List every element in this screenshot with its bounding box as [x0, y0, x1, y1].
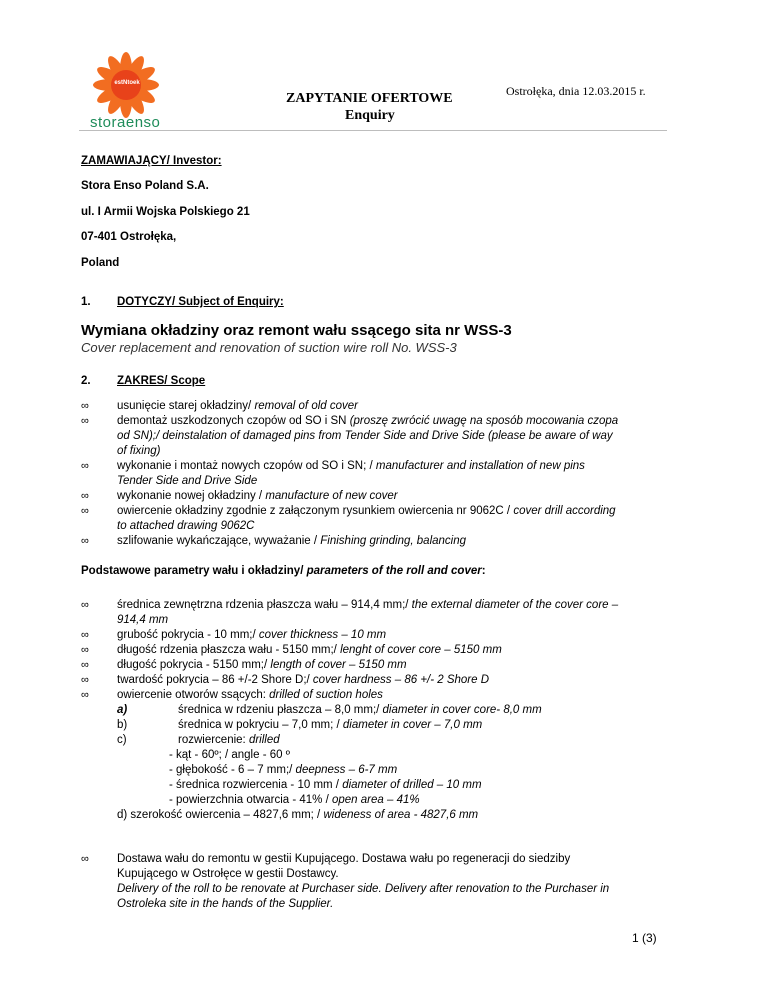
text-segment: wykonanie i montaż nowych czopów od SO i SN; /	[117, 460, 376, 472]
text-segment: - kąt - 60º; / angle - 60 º	[169, 749, 290, 761]
sub-label: b)	[117, 719, 128, 731]
text-segment: 914,4 mm	[117, 614, 169, 626]
section-number: 1.	[81, 296, 91, 308]
text-segment: rozwiercenie:	[178, 734, 249, 746]
param-item	[117, 613, 168, 628]
text-segment: parameters of the roll and cover	[306, 565, 482, 577]
text-segment: drilled	[248, 734, 280, 746]
delivery-text-en: Delivery of the roll to be renovate at Purchaser side. Delivery after renovation to the Purchaser in	[117, 883, 610, 895]
delivery-text: Kupującego w Ostrołęce w gestii Dostawcy.	[117, 868, 339, 880]
text-segment: length of cover – 5150 mm	[270, 659, 407, 671]
param-item	[117, 658, 407, 673]
text-segment: manufacturer and installation of new pins	[375, 460, 585, 472]
scope-item	[117, 429, 613, 444]
text-segment: cover hardness – 86 +/- 2 Shore D	[312, 674, 490, 686]
bullet-icon: ∞	[81, 505, 89, 517]
text-segment: :	[481, 565, 486, 577]
scope-item	[117, 489, 398, 504]
page-number: 1 (3)	[632, 931, 657, 945]
text-segment: d) szerokość owiercenia – 4827,6 mm; /	[117, 809, 324, 821]
text-segment: of fixing)	[117, 445, 161, 457]
param-item	[117, 673, 489, 688]
text-segment: usunięcie starej okładziny/	[117, 400, 255, 412]
text-segment: - średnica rozwiercenia - 10 mm /	[169, 779, 343, 791]
text-segment: twardość pokrycia – 86 +/-2 Shore D;/	[117, 674, 313, 686]
text-segment: demontaż uszkodzonych czopów od SO i SN	[117, 415, 350, 427]
investor-line: Poland	[81, 257, 120, 269]
sun-logo-icon	[78, 52, 178, 120]
section-number: 2.	[81, 375, 91, 387]
width-item	[117, 808, 478, 823]
text-segment: lenght of cover core – 5150 mm	[340, 644, 502, 656]
text-segment: średnica zewnętrzna rdzenia płaszcza wału – 914,4 mm;/	[117, 599, 412, 611]
bullet-icon: ∞	[81, 460, 89, 472]
bullet-icon: ∞	[81, 644, 89, 656]
drill-item	[169, 778, 482, 793]
sub-label: c)	[117, 734, 127, 746]
text-segment: grubość pokrycia - 10 mm;/	[117, 629, 259, 641]
scope-item	[117, 474, 257, 489]
text-segment: - powierzchnia otwarcia - 41% /	[169, 794, 332, 806]
investor-line: 07-401 Ostrołęka,	[81, 231, 177, 243]
bullet-icon: ∞	[81, 415, 89, 427]
text-segment: (proszę zwrócić uwagę na sposób mocowania czopa	[349, 415, 619, 427]
text-segment: the external diameter of the cover core –	[411, 599, 619, 611]
text-segment: Podstawowe parametry wału i okładziny/	[81, 565, 307, 577]
bullet-icon: ∞	[81, 659, 89, 671]
drill-item	[169, 793, 420, 808]
text-segment: wykonanie nowej okładziny /	[117, 490, 266, 502]
param-item	[117, 688, 383, 703]
params-heading	[81, 565, 486, 577]
text-segment: manufacture of new cover	[265, 490, 398, 502]
text-segment: deepness – 6-7 mm	[295, 764, 398, 776]
text-segment: średnica w rdzeniu płaszcza – 8,0 mm;/	[178, 704, 383, 716]
text-segment: cover thickness – 10 mm	[258, 629, 387, 641]
text-segment: od SN);/ deinstalation of damaged pins from Tender Side and Drive Side (please be aware of way	[117, 430, 613, 442]
param-item	[117, 643, 502, 658]
scope-item	[117, 414, 618, 429]
document-title: ZAPYTANIE OFERTOWE	[286, 91, 453, 106]
bullet-icon: ∞	[81, 674, 89, 686]
text-segment: szlifowanie wykańczające, wyważanie /	[117, 535, 321, 547]
text-segment: owiercenie okładziny zgodnie z załączonym rysunkiem owiercenia nr 9062C /	[117, 505, 514, 517]
investor-heading: ZAMAWIAJĄCY/ Investor:	[81, 155, 222, 167]
sub-item	[178, 733, 280, 748]
scope-item	[117, 519, 254, 534]
subject-heading: DOTYCZY/ Subject of Enquiry:	[117, 296, 284, 308]
logo-wordmark: storaenso	[90, 114, 161, 131]
drill-item	[169, 763, 397, 778]
subject-subtitle: Cover replacement and renovation of suction wire roll No. WSS-3	[81, 340, 457, 355]
text-segment: drilled of suction holes	[269, 689, 383, 701]
scope-heading: ZAKRES/ Scope	[117, 375, 206, 387]
document-title-en: Enquiry	[345, 108, 395, 123]
sub-item	[178, 718, 482, 733]
bullet-icon: ∞	[81, 400, 89, 412]
text-segment: removal of old cover	[254, 400, 358, 412]
text-segment: - głębokość - 6 – 7 mm;/	[169, 764, 296, 776]
text-segment: średnica w pokryciu – 7,0 mm; /	[178, 719, 343, 731]
investor-line: Stora Enso Poland S.A.	[81, 180, 209, 192]
bullet-icon: ∞	[81, 535, 89, 547]
bullet-icon: ∞	[81, 490, 89, 502]
text-segment: diameter in cover core- 8,0 mm	[382, 704, 542, 716]
header-divider	[79, 130, 667, 131]
text-segment: cover drill according	[513, 505, 616, 517]
delivery-text-en: Ostroleka site in the hands of the Supplier.	[117, 898, 334, 910]
text-segment: to attached drawing 9062C	[117, 520, 255, 532]
text-segment: diameter of drilled – 10 mm	[342, 779, 482, 791]
place-date: Ostrołęka, dnia 12.03.2015 r.	[506, 84, 646, 98]
scope-item	[117, 504, 616, 519]
bullet-icon: ∞	[81, 853, 89, 865]
text-segment: owiercenie otworów ssących:	[117, 689, 270, 701]
scope-item	[117, 534, 466, 549]
text-segment: open area – 41%	[331, 794, 420, 806]
text-segment: długość pokrycia - 5150 mm;/	[117, 659, 271, 671]
text-segment: diameter in cover – 7,0 mm	[342, 719, 483, 731]
scope-item	[117, 399, 358, 414]
param-item	[117, 598, 618, 613]
scope-item	[117, 444, 160, 459]
bullet-icon: ∞	[81, 689, 89, 701]
param-item	[117, 628, 386, 643]
text-segment: Finishing grinding, balancing	[320, 535, 467, 547]
text-segment: Tender Side and Drive Side	[117, 475, 258, 487]
delivery-text: Dostawa wału do remontu w gestii Kupującego. Dostawa wału po regeneracji do siedziby	[117, 853, 571, 865]
logo-badge-text: estNtoek	[114, 80, 140, 86]
text-segment: wideness of area - 4827,6 mm	[323, 809, 479, 821]
bullet-icon: ∞	[81, 599, 89, 611]
drill-item	[169, 748, 290, 763]
scope-item	[117, 459, 585, 474]
sub-item	[178, 703, 542, 718]
text-segment: długość rdzenia płaszcza wału - 5150 mm;/	[117, 644, 341, 656]
bullet-icon: ∞	[81, 629, 89, 641]
sub-label: a)	[117, 704, 128, 716]
subject-title: Wymiana okładziny oraz remont wału ssącego sita nr WSS-3	[81, 322, 512, 339]
investor-line: ul. I Armii Wojska Polskiego 21	[81, 206, 250, 218]
